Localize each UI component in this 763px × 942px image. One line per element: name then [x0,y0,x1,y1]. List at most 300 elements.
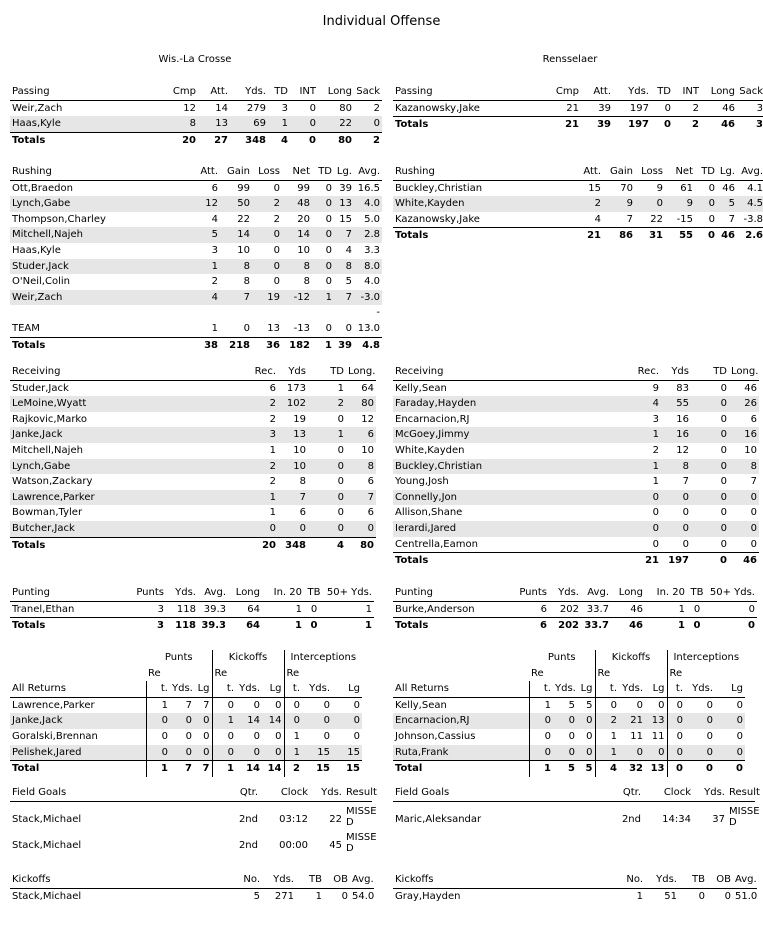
stat-value: 16 [676,413,689,425]
player-name: Mitchell,Najeh [10,227,180,243]
column-header: Yds. [166,585,198,601]
stat-value: 14 [282,227,312,243]
column-header: Long [228,585,262,601]
fg-result-line2: D [346,816,354,828]
table-row [393,601,757,618]
total-value: 348 [278,537,308,553]
stat-value: 26 [729,396,759,412]
total-value: 6 [503,618,549,634]
stat-value: 0 [652,538,659,550]
fg-result-line2: D [729,816,737,828]
column-header: TD [651,84,673,100]
stat-value: 12 [183,102,196,114]
player-name: Goralski,Brennan [12,730,98,742]
column-header: Result [727,785,755,801]
rushing-table-home [10,164,382,353]
total-value: 13 [645,761,667,777]
stat-value: 6 [367,507,374,519]
stat-value: 0 [238,521,278,537]
stat-value: 0 [577,745,595,761]
stat-value: 46 [630,603,643,615]
column-header: TD [695,164,717,180]
stat-value: 2 [652,444,659,456]
player-name: LeMoine,Wyatt [10,396,238,412]
player-name: Weir,Zach [12,102,63,114]
total-value: 0 [691,553,729,569]
blank-cell [10,650,146,666]
player-name: Encarnacion,RJ [395,413,470,425]
column-header: Att. [198,84,230,100]
stat-value: 37 [712,814,725,825]
table-row [393,521,759,537]
stat-value: 0 [529,713,553,729]
table-row [393,396,759,412]
fg-result [344,801,377,828]
stat-value: 5 [586,699,593,711]
stat-value: 2 [269,413,276,425]
stat-value: 0 [308,521,346,537]
stat-value: 2 [238,459,278,475]
stat-value: 0 [275,699,282,711]
stat-value: 0 [685,745,715,761]
stat-value: 6 [211,182,218,194]
returns-table-away [393,650,745,777]
stat-value: 9 [665,196,695,212]
total-value: 1 [324,618,374,634]
total-value: 20 [238,537,278,553]
player-name: Stack,Michael [12,890,82,902]
player-name: Stack,Michael [12,840,82,851]
column-header: Lg [262,681,284,697]
stat-value: 7 [278,490,308,506]
totals-row [393,553,759,569]
total-value: 218 [220,337,252,353]
stat-value: 0 [667,745,685,761]
stat-value: 1 [678,603,685,615]
total-value: 1 [212,761,236,777]
stat-value: 3.3 [364,244,380,256]
player-name: Gray,Hayden [395,890,461,902]
stat-value: 51.0 [735,890,758,902]
stat-value: 7 [346,490,376,506]
stat-value: 1 [529,697,553,713]
column-header: Avg. [350,872,374,888]
stat-value: 0 [729,521,759,537]
stat-value: 2 [563,196,603,212]
table-row [393,100,763,117]
stat-value: 0 [661,490,691,506]
stat-value: 0 [337,413,344,425]
totals-row [10,337,382,353]
stat-value: 0 [346,521,376,537]
stat-value: 0 [253,730,261,742]
stat-value: -15 [676,213,693,225]
stat-value: 16 [729,427,759,443]
stat-value: 7 [682,476,689,488]
stat-value: -13 [293,322,310,334]
stat-value: 0 [693,603,701,615]
column-header: Yds. [310,785,344,801]
stat-value: 8 [243,276,250,288]
fg-result [727,801,760,828]
column-header: Long [611,585,645,601]
stat-value: 0 [325,213,332,225]
stat-value: 6 [540,603,547,615]
stat-value: 0 [720,538,727,550]
total-value: 1 [146,761,170,777]
column-header: Yds. [613,84,651,100]
stat-value: 0 [312,227,334,243]
stat-value: 0 [691,427,729,443]
column-header: Lg. [717,164,737,180]
stat-value: 7 [334,290,354,306]
column-header: Sack [354,84,382,100]
column-header: t. [212,681,236,697]
stat-value: 0 [706,699,714,711]
stat-value: 4.1 [747,182,763,194]
table-row [10,697,362,713]
column-header: No. [228,872,262,888]
stat-value: 0 [308,490,346,506]
stat-value: 15 [302,745,332,761]
column-header: Passing [393,84,533,100]
blank-cell [236,666,262,682]
stat-value: 8 [661,459,691,475]
table-row [10,713,362,729]
total-value: 80 [346,537,376,553]
table-row [393,490,759,506]
stat-value: 10 [293,444,306,456]
table-row [10,521,376,537]
column-header: Gain [220,164,252,180]
stat-value: 1 [268,116,290,132]
stat-value: 1 [595,729,619,745]
stat-value: 64 [361,382,374,394]
stat-value: 8 [303,276,310,288]
column-header: Punts [503,585,549,601]
returns-header-row [393,681,745,697]
table-row [10,801,372,828]
returns-header-row [10,681,362,697]
stat-value: 0 [354,116,382,132]
stat-value: 16.5 [357,182,380,194]
column-header: Att. [180,164,220,180]
table-row [10,227,382,243]
stat-value: 0 [720,507,727,519]
stat-value: 1 [652,476,659,488]
totals-label: Totals [393,553,621,569]
stat-value: 0 [341,890,348,902]
returns-group-header-row [10,650,362,666]
total-value: 7 [194,761,212,777]
stat-value [334,305,354,321]
totals-label: Totals [393,117,533,133]
stat-value: 0 [325,182,332,194]
stat-value: 0 [275,730,282,742]
total-value: 2 [673,117,701,133]
player-name: Ierardi,Jared [393,521,621,537]
player-name: White,Kayden [393,196,563,212]
stat-value: 0 [194,713,212,729]
table-row [393,380,759,396]
stat-value: 0 [706,730,714,742]
stat-value: 0 [332,713,362,729]
stat-value: 0 [345,322,352,334]
stat-value: 8 [729,459,759,475]
total-value: 55 [665,228,695,244]
stat-value: 0 [146,745,170,761]
stat-value: 8 [346,459,376,475]
stat-value: 0 [337,507,344,519]
table-row [393,427,759,443]
receiving-header-row [393,364,759,380]
stat-value: 0 [724,890,731,902]
stat-value [220,305,252,321]
column-header: Punts [120,585,166,601]
stat-value: 2 [595,713,619,729]
returns-group-header-row [393,650,745,666]
stat-value: 0 [708,213,715,225]
total-value: 1 [262,618,304,634]
stat-value: 0 [146,729,170,745]
total-value: 21 [533,117,581,133]
fg-result-line2: D [346,842,354,854]
table-row [10,427,376,443]
stat-value: 0 [682,538,689,550]
stat-value: 50 [220,196,252,212]
stat-value: 12 [180,196,220,212]
total-value: 64 [228,618,262,634]
stat-value: 7 [626,213,633,225]
totals-label: Totals [10,337,180,353]
player-name: Pelishek,Jared [10,745,146,761]
stat-value: 54.0 [352,890,375,902]
passing-table-away [393,84,763,133]
stat-value: 99 [237,182,250,194]
punting-table-away [393,585,757,634]
table-row [10,116,382,132]
column-header: Yds. [685,681,715,697]
stat-value: 14 [236,713,262,729]
stat-value: 15 [339,213,352,225]
stat-value: 12 [676,444,689,456]
total-value: 0 [290,132,318,148]
total-value: 202 [549,618,581,634]
stat-value: 1 [146,697,170,713]
column-header: Long [318,84,354,100]
total-value: 46 [611,618,645,634]
column-header: Long. [346,364,376,380]
receiving-header-row [10,364,376,380]
team-name-home: Wis.-La Crosse [158,54,232,65]
return-group-header: Interceptions [284,650,362,666]
stat-value: 1 [269,507,276,519]
totals-row [393,618,757,634]
stat-value: 13 [645,713,667,729]
stat-value: 4.5 [737,196,763,212]
totals-label: Totals [393,618,503,634]
stat-value: 0 [236,745,262,761]
column-header: OB [707,872,733,888]
total-value: 21 [563,228,603,244]
total-value: 0 [651,117,673,133]
stat-value: 51 [664,890,677,902]
return-subheader: Re [148,667,161,679]
stat-value: 14 [215,102,228,114]
stat-value: 1 [284,745,302,761]
stat-value: 0 [212,745,236,761]
stat-value: 1 [238,490,278,506]
stat-value: 1 [212,713,236,729]
passing-header-row [10,84,382,100]
total-value: 0 [687,618,707,634]
table-row [10,243,382,259]
stat-value: 3 [157,603,164,615]
stat-value: 1 [211,322,218,334]
stat-value: 16 [661,427,691,443]
stat-value: 13 [334,196,354,212]
player-name [10,305,180,321]
total-value: 33.7 [581,618,611,634]
stat-value: 0 [308,459,346,475]
stat-value: 11 [630,730,644,742]
column-header: Cmp [533,84,581,100]
stat-value: 0 [273,244,280,256]
return-group-header: Punts [164,652,193,663]
stat-value: 0 [252,227,282,243]
table-row [10,490,376,506]
column-header: TD [312,164,334,180]
stat-value [180,305,220,321]
player-name: Bowman,Tyler [12,507,83,519]
stat-value: 0 [736,730,744,742]
stat-value: 4 [345,244,352,256]
player-name: Studer,Jack [10,259,180,275]
return-subheader: Re [284,666,302,682]
stat-value: 0 [658,699,665,711]
stat-value: 0 [553,745,577,761]
player-name: White,Kayden [395,444,465,456]
stat-value: 39.3 [203,603,226,615]
stat-value: 0 [621,490,661,506]
column-header: Receiving [393,364,621,380]
column-header: Net [665,164,695,180]
stat-value: 70 [620,182,633,194]
stat-value: 0 [253,699,261,711]
stat-value: 99 [297,182,310,194]
stat-value: 0 [529,745,553,761]
table-row [393,459,759,475]
total-value: 4 [268,132,290,148]
stat-value: 0 [252,259,282,275]
stat-value: 69 [230,116,268,132]
stat-value: 9 [652,382,659,394]
column-header: t. [284,681,302,697]
stat-value: 0 [720,444,727,456]
stat-value [252,305,282,321]
column-header: Rec. [621,364,661,380]
total-value: 3 [120,618,166,634]
stat-value: 0 [284,697,302,713]
player-name: Connelly,Jon [393,490,621,506]
stat-value: 2 [211,276,218,288]
column-header: Att. [563,164,603,180]
column-header: 50+ Yds. [707,585,757,601]
column-header: Att. [581,84,613,100]
stat-value: -3.0 [354,290,382,306]
stat-value: 0 [698,890,705,902]
stat-value: 22 [318,116,354,132]
total-value: 5 [577,761,595,777]
stat-value: 10 [361,444,374,456]
total-value: 14 [236,761,262,777]
totals-label: Totals [10,618,120,634]
stat-value: 22 [650,213,663,225]
stat-value: 7 [220,290,252,306]
total-value: 38 [180,337,220,353]
stat-value: 5 [180,227,220,243]
totals-label: Totals [10,132,150,148]
stat-value: 173 [286,382,306,394]
player-name: Buckley,Christian [393,459,621,475]
blank-cell [170,666,194,682]
stat-value: 3 [238,427,278,443]
stat-value: 2nd [238,814,258,825]
stat-value: 0 [685,713,715,729]
table-row [10,474,376,490]
total-value: 0 [667,761,685,777]
stat-value: 1 [337,382,344,394]
table-row [10,321,382,337]
player-name: Lawrence,Parker [10,490,238,506]
punting-header-row [393,585,757,601]
column-header: Rec. [238,364,278,380]
stat-value: 4 [211,213,218,225]
stat-value: 0 [619,745,645,761]
stat-value: 102 [278,396,308,412]
stat-value: 0 [661,521,691,537]
column-header: Yds. [230,84,268,100]
player-name: Kelly,Sean [395,699,447,711]
column-header: Net [282,164,312,180]
stat-value: 0 [636,699,644,711]
stat-value: 13 [278,427,308,443]
player-name: Janke,Jack [10,427,238,443]
total-value: 46 [729,553,759,569]
total-value: 4.8 [354,337,382,353]
stat-value: 1 [308,427,346,443]
totals-row [10,761,362,777]
kickoffs-table-home [10,872,374,904]
table-row [10,100,382,116]
player-name: Tranel,Ethan [12,603,75,615]
stat-value: 0 [750,538,757,550]
column-header: Rushing [10,164,180,180]
stat-value: 0 [243,322,250,334]
column-header: Punting [393,585,503,601]
blank-cell [332,666,362,682]
total-value: 15 [332,761,362,777]
table-row [10,888,374,904]
stat-value: 0 [715,745,745,761]
player-name: Johnson,Cassius [395,730,476,742]
punting-table-home [10,585,374,634]
stat-value: 14 [220,227,252,243]
stat-value: 1 [636,890,643,902]
table-row [393,212,763,228]
stat-value: 0 [553,713,577,729]
total-value: 1 [529,761,553,777]
